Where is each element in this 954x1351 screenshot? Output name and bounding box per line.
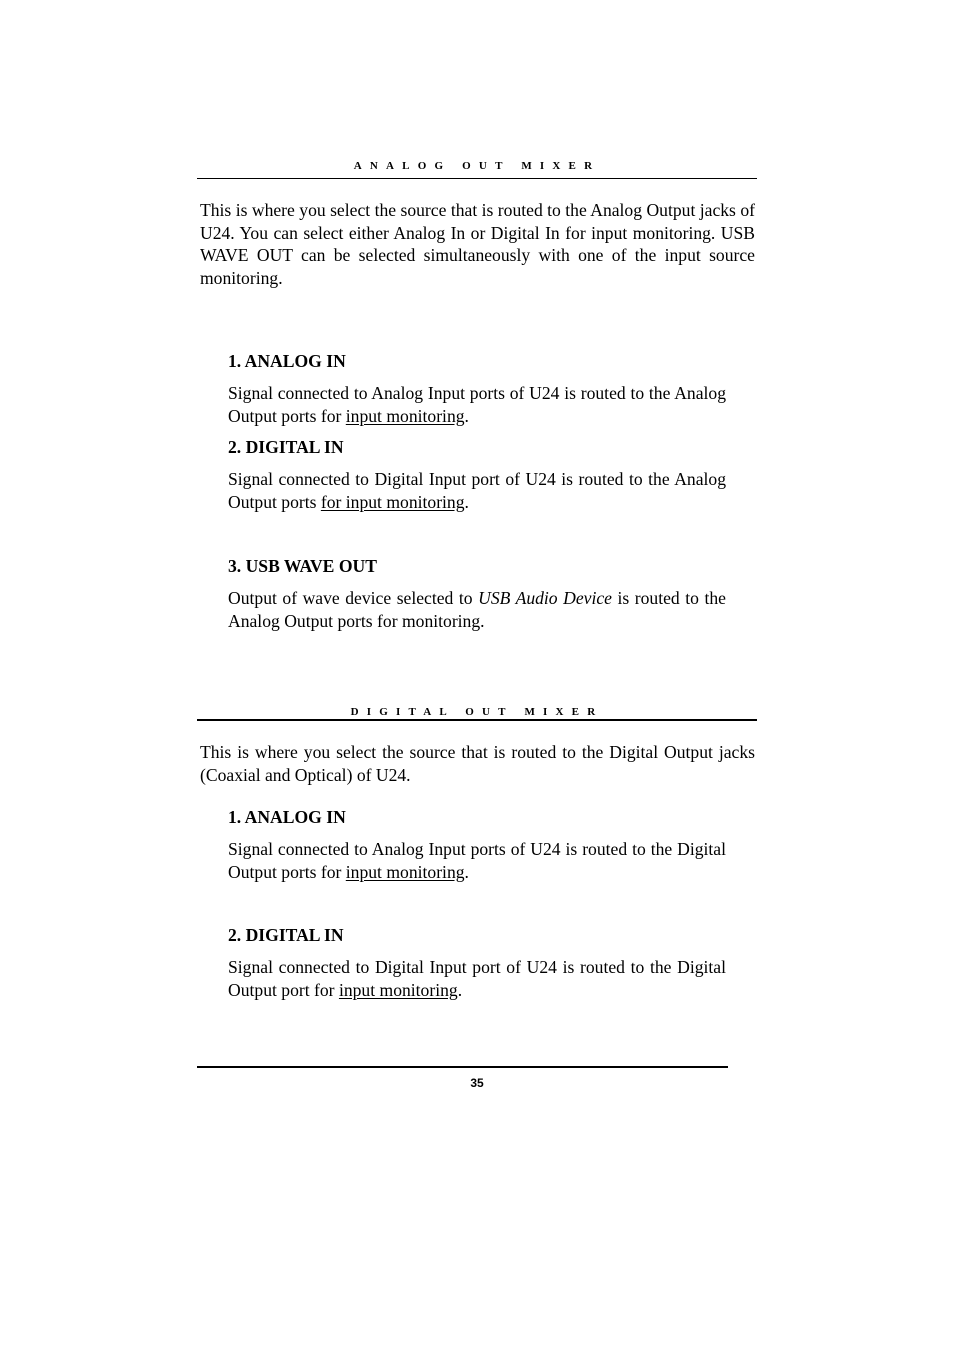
- input-monitoring-link: input monitoring: [345, 861, 465, 882]
- digital-out-intro: This is where you select the source that is routed to the Digital Output jacks (Coaxial and Optical) of U24.: [200, 742, 755, 785]
- analog-item-2-title: 2. DIGITAL IN: [228, 437, 344, 457]
- analog-item-1-body: Signal connected to Analog Input ports of U24 is routed to the Analog Output ports for input monitoring.: [228, 383, 726, 426]
- input-monitoring-link: for input monitoring: [320, 491, 465, 512]
- analog-item-2-body: Signal connected to Digital Input port of U24 is routed to the Analog Output ports for input monitoring.: [228, 469, 726, 512]
- digital-item-1-title: 1. ANALOG IN: [228, 807, 346, 827]
- digital-item-2-title: 2. DIGITAL IN: [228, 925, 344, 945]
- analog-item-3-body: Output of wave device selected to USB Audio Device is routed to the Analog Output ports for monitoring.: [228, 588, 726, 631]
- analog-item-1-title: 1. ANALOG IN: [228, 351, 346, 371]
- footer-rule: [197, 1066, 728, 1068]
- usb-audio-device-text: USB Audio Device: [478, 588, 612, 608]
- digital-item-2-body: Signal connected to Digital Input port of U24 is routed to the Digital Output port for input monitoring.: [228, 957, 726, 1000]
- input-monitoring-link: input monitoring: [345, 405, 465, 426]
- section-rule-digital: [197, 719, 757, 721]
- digital-item-1-body: Signal connected to Analog Input ports of U24 is routed to the Digital Output ports for input monitoring.: [228, 839, 726, 882]
- analog-item-3-title: 3. USB WAVE OUT: [228, 556, 377, 576]
- section-rule-analog: [197, 178, 757, 179]
- section-header-analog-out-mixer: ANALOG OUT MIXER: [353, 160, 601, 172]
- input-monitoring-link: input monitoring: [338, 979, 458, 1000]
- section-header-digital-out-mixer: DIGITAL OUT MIXER: [350, 706, 604, 718]
- page-number: 35: [470, 1076, 484, 1090]
- analog-out-intro: This is where you select the source that is routed to the Analog Output jacks of U24. You can select either Analog In or Digital In for input monitoring. USB WAVE OUT can be selected simultaneously with one of the input source monitoring.: [200, 200, 755, 288]
